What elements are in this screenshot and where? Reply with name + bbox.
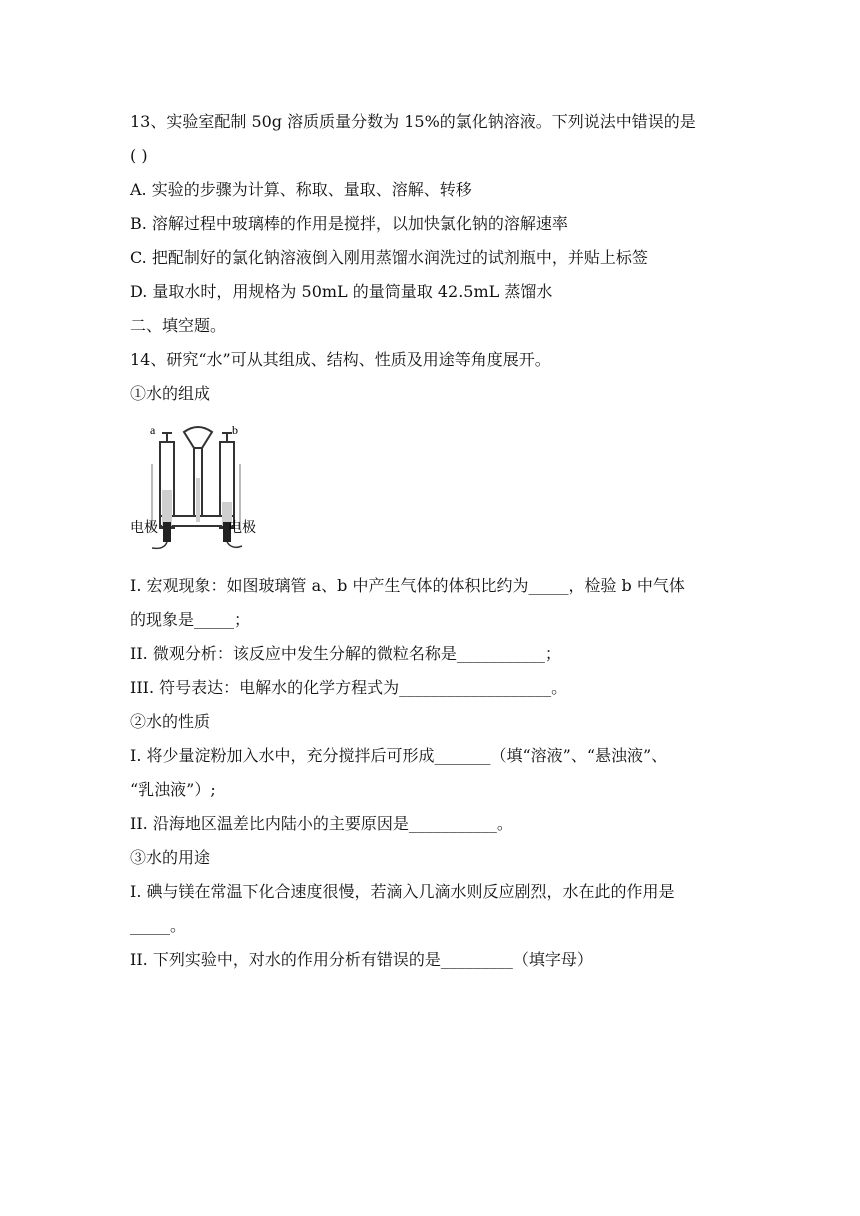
q13-option-d: D. 量取水时，用规格为 50mL 的量筒量取 42.5mL 蒸馏水: [130, 282, 553, 301]
q14-part1-ii: II. 微观分析：该反应中发生分解的微粒名称是___________；: [130, 644, 561, 663]
q14-part1-iii: III. 符号表达：电解水的化学方程式为___________________。: [130, 678, 568, 697]
q14-stem: 14、研究“水”可从其组成、结构、性质及用途等角度展开。: [130, 350, 551, 369]
electrolysis-apparatus-figure: [128, 418, 280, 552]
q14-part3-i-line1: I. 碘与镁在常温下化合速度很慢，若滴入几滴水则反应剧烈，水在此的作用是: [130, 882, 675, 901]
q14-part1-title: ①水的组成: [130, 384, 211, 403]
q14-part1-i-line2: 的现象是_____；: [130, 610, 251, 629]
q14-part3-ii: II. 下列实验中，对水的作用分析有错误的是_________（填字母）: [130, 950, 593, 969]
q13-option-c: C. 把配制好的氯化钠溶液倒入刚用蒸馏水润洗过的试剂瓶中，并贴上标签: [130, 248, 648, 267]
q14-part2-i-line2: “乳浊液”）;: [130, 780, 216, 799]
q13-stem-line1: 13、实验室配制 50g 溶质质量分数为 15%的氯化钠溶液。下列说法中错误的是: [130, 112, 696, 131]
q14-part2-title: ②水的性质: [130, 712, 211, 731]
q13-stem-line2: ( ): [130, 146, 148, 165]
figure-electrode-right: 电极: [228, 520, 256, 536]
q14-part3-title: ③水的用途: [130, 848, 211, 867]
figure-label-a: a: [150, 423, 156, 437]
q14-part2-i-line1: I. 将少量淀粉加入水中，充分搅拌后可形成_______（填“溶液”、“悬浊液”、: [130, 746, 668, 765]
q14-part3-i-line2: _____。: [130, 916, 187, 935]
figure-label-b: b: [232, 423, 238, 437]
section-heading: 二、填空题。: [130, 316, 227, 335]
figure-electrode-left: 电极: [130, 520, 158, 536]
q14-part2-ii: II. 沿海地区温差比内陆小的主要原因是___________。: [130, 814, 513, 833]
electrolysis-apparatus-drawing: [128, 418, 280, 552]
q13-option-b: B. 溶解过程中玻璃棒的作用是搅拌，以加快氯化钠的溶解速率: [130, 214, 568, 233]
q14-part1-i-line1: I. 宏观现象：如图玻璃管 a、b 中产生气体的体积比约为_____，检验 b 中气体: [130, 576, 685, 595]
q13-option-a: A. 实验的步骤为计算、称取、量取、溶解、转移: [130, 180, 472, 199]
